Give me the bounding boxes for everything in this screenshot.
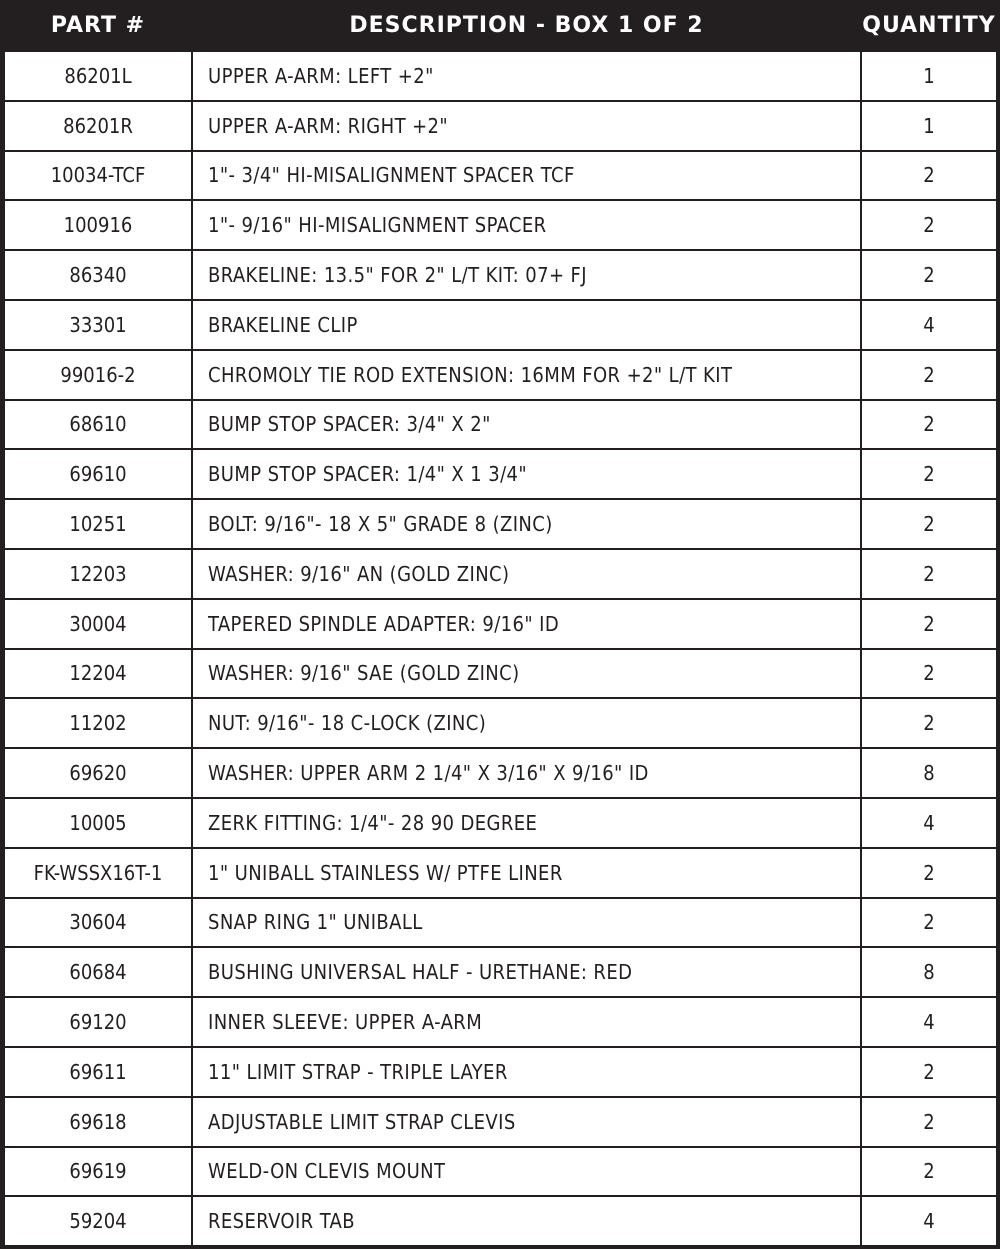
part-number-cell: 60684 (5, 948, 191, 996)
quantity-cell: 2 (862, 1098, 996, 1146)
table-row (5, 1148, 996, 1196)
table-row (5, 500, 996, 548)
table-row (5, 1048, 996, 1096)
part-number-cell: 10251 (5, 500, 191, 548)
quantity-cell: 2 (862, 1148, 996, 1196)
description-cell: BRAKELINE CLIP (193, 301, 860, 349)
part-number-cell: 30004 (5, 600, 191, 648)
description-cell: UPPER A-ARM: RIGHT +2" (193, 102, 860, 150)
part-number-cell: 30604 (5, 899, 191, 947)
description-cell: BUMP STOP SPACER: 1/4" X 1 3/4" (193, 450, 860, 498)
part-number-cell: 99016-2 (5, 351, 191, 399)
description-cell: BUMP STOP SPACER: 3/4" X 2" (193, 401, 860, 449)
table-header (0, 0, 1000, 52)
table-row (5, 849, 996, 897)
table-row (5, 899, 996, 947)
quantity-cell: 2 (862, 600, 996, 648)
part-number-cell: 11202 (5, 699, 191, 747)
quantity-cell: 2 (862, 650, 996, 698)
part-number-cell: 86201L (5, 52, 191, 100)
part-number-cell: 33301 (5, 301, 191, 349)
table-row (5, 749, 996, 797)
description-cell: NUT: 9/16"- 18 C-LOCK (ZINC) (193, 699, 860, 747)
part-number-cell: 10034-TCF (5, 152, 191, 200)
table-row (5, 699, 996, 747)
part-number-cell: 69610 (5, 450, 191, 498)
table-body (5, 52, 996, 1247)
description-cell: SNAP RING 1" UNIBALL (193, 899, 860, 947)
description-cell: 11" LIMIT STRAP - TRIPLE LAYER (193, 1048, 860, 1096)
part-number-cell: 10005 (5, 799, 191, 847)
table-row (5, 102, 996, 150)
quantity-cell: 2 (862, 351, 996, 399)
description-cell: INNER SLEEVE: UPPER A-ARM (193, 998, 860, 1046)
table-row (5, 450, 996, 498)
table-row (5, 201, 996, 249)
description-cell: WASHER: UPPER ARM 2 1/4" X 3/16" X 9/16" ID (193, 749, 860, 797)
header-part-number: PART # (50, 13, 146, 38)
description-cell: WASHER: 9/16" AN (GOLD ZINC) (193, 550, 860, 598)
header-description: DESCRIPTION - BOX 1 OF 2 (349, 13, 704, 38)
quantity-cell: 2 (862, 401, 996, 449)
description-cell: RESERVOIR TAB (193, 1197, 860, 1245)
quantity-cell: 4 (862, 301, 996, 349)
part-number-cell: 69619 (5, 1148, 191, 1196)
quantity-cell: 2 (862, 849, 996, 897)
table-row (5, 650, 996, 698)
part-number-cell: FK-WSSX16T-1 (5, 849, 191, 897)
part-number-cell: 68610 (5, 401, 191, 449)
description-cell: BOLT: 9/16"- 18 X 5" GRADE 8 (ZINC) (193, 500, 860, 548)
description-cell: WASHER: 9/16" SAE (GOLD ZINC) (193, 650, 860, 698)
quantity-cell: 2 (862, 1048, 996, 1096)
description-cell: 1"- 9/16" HI-MISALIGNMENT SPACER (193, 201, 860, 249)
description-cell: TAPERED SPINDLE ADAPTER: 9/16" ID (193, 600, 860, 648)
table-row (5, 799, 996, 847)
part-number-cell: 12204 (5, 650, 191, 698)
quantity-cell: 2 (862, 550, 996, 598)
quantity-cell: 1 (862, 52, 996, 100)
quantity-cell: 1 (862, 102, 996, 150)
quantity-cell: 8 (862, 948, 996, 996)
table-row (5, 251, 996, 299)
description-cell: ADJUSTABLE LIMIT STRAP CLEVIS (193, 1098, 860, 1146)
table-row (5, 1098, 996, 1146)
table-row (5, 301, 996, 349)
quantity-cell: 8 (862, 749, 996, 797)
description-cell: UPPER A-ARM: LEFT +2" (193, 52, 860, 100)
part-number-cell: 69618 (5, 1098, 191, 1146)
description-cell: ZERK FITTING: 1/4"- 28 90 DEGREE (193, 799, 860, 847)
part-number-cell: 69620 (5, 749, 191, 797)
part-number-cell: 12203 (5, 550, 191, 598)
table-row (5, 600, 996, 648)
quantity-cell: 4 (862, 1197, 996, 1245)
table-row (5, 152, 996, 200)
table-row (5, 351, 996, 399)
description-cell: 1"- 3/4" HI-MISALIGNMENT SPACER TCF (193, 152, 860, 200)
header-quantity: QUANTITY (862, 13, 996, 38)
quantity-cell: 2 (862, 450, 996, 498)
table-row (5, 401, 996, 449)
quantity-cell: 4 (862, 998, 996, 1046)
quantity-cell: 2 (862, 899, 996, 947)
description-cell: WELD-ON CLEVIS MOUNT (193, 1148, 860, 1196)
quantity-cell: 2 (862, 699, 996, 747)
quantity-cell: 2 (862, 152, 996, 200)
quantity-cell: 2 (862, 201, 996, 249)
quantity-cell: 2 (862, 251, 996, 299)
table-row (5, 52, 996, 100)
description-cell: CHROMOLY TIE ROD EXTENSION: 16MM FOR +2" L/T KIT (193, 351, 860, 399)
description-cell: 1" UNIBALL STAINLESS W/ PTFE LINER (193, 849, 860, 897)
table-row (5, 998, 996, 1046)
description-cell: BUSHING UNIVERSAL HALF - URETHANE: RED (193, 948, 860, 996)
part-number-cell: 69611 (5, 1048, 191, 1096)
part-number-cell: 86340 (5, 251, 191, 299)
part-number-cell: 59204 (5, 1197, 191, 1245)
part-number-cell: 100916 (5, 201, 191, 249)
part-number-cell: 86201R (5, 102, 191, 150)
part-number-cell: 69120 (5, 998, 191, 1046)
quantity-cell: 4 (862, 799, 996, 847)
description-cell: BRAKELINE: 13.5" FOR 2" L/T KIT: 07+ FJ (193, 251, 860, 299)
table-row (5, 550, 996, 598)
table-row (5, 948, 996, 996)
table-row (5, 1197, 996, 1245)
quantity-cell: 2 (862, 500, 996, 548)
